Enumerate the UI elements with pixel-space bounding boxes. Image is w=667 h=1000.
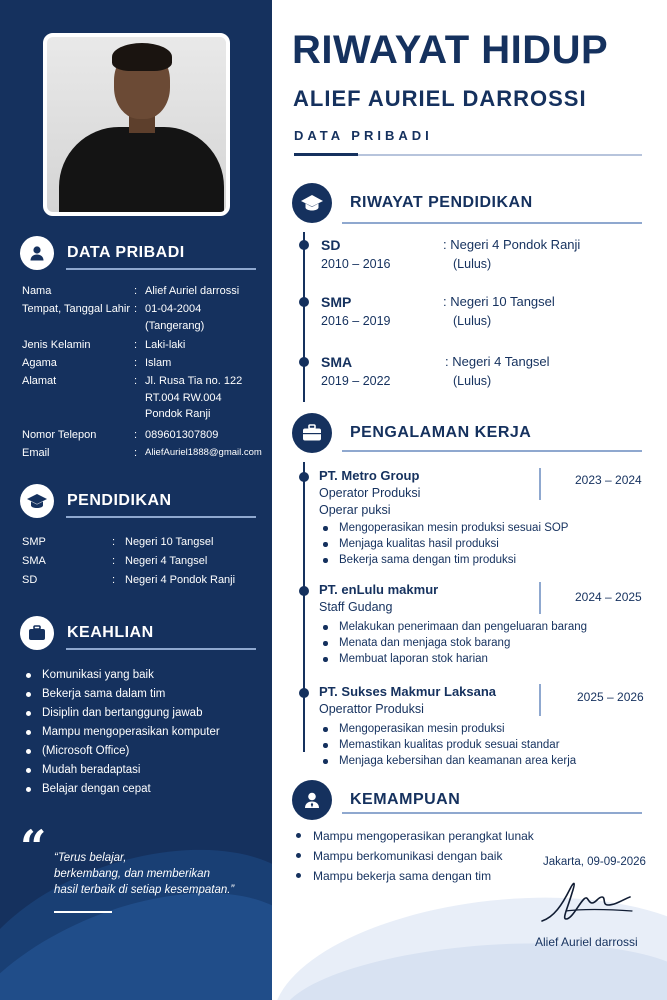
list-item: Bekerja sama dalam tim	[26, 685, 256, 704]
signature-date: Jakarta, 09-09-2026	[543, 856, 646, 868]
timeline-dot	[299, 357, 309, 367]
timeline-dot	[299, 240, 309, 250]
briefcase-icon	[20, 616, 54, 650]
timeline-line	[303, 462, 305, 752]
timeline-dot	[299, 586, 309, 596]
list-item: Bekerja sama dengan tim produksi	[323, 552, 568, 568]
user-icon	[20, 236, 54, 270]
signer-name: Alief Auriel darrossi	[535, 935, 638, 949]
user-badge-icon	[292, 780, 332, 820]
divider	[66, 268, 256, 270]
section-heading-pendidikan	[20, 484, 172, 518]
quote-mark-icon: “	[20, 820, 47, 874]
graduation-cap-icon	[292, 183, 332, 223]
list-item: Melakukan penerimaan dan pengeluaran barang	[323, 619, 587, 635]
divider	[342, 222, 642, 224]
section-title: PENDIDIKAN	[67, 492, 172, 509]
section-heading-pengalaman-kerja	[292, 413, 531, 453]
signature-icon	[536, 875, 636, 930]
page-subtitle: DATA PRIBADI	[294, 128, 433, 143]
divider	[342, 812, 642, 814]
list-item: Mudah beradaptasi	[26, 761, 256, 780]
briefcase-icon	[292, 413, 332, 453]
list-item: Menata dan menjaga stok barang	[323, 635, 587, 651]
list-item: Disiplin dan bertanggung jawab	[26, 704, 256, 723]
profile-photo	[43, 33, 230, 216]
list-item: Mampu mengoperasikan komputer	[26, 723, 256, 742]
list-item: Mampu berkomunikasi dengan baik	[296, 846, 534, 866]
list-item: Mampu bekerja sama dengan tim	[296, 866, 534, 886]
section-title: KEAHLIAN	[67, 624, 154, 641]
list-item-continuation: (Microsoft Office)	[26, 742, 256, 761]
quote-text: “Terus belajar, berkembang, dan memberikan hasil terbaik di setiap kesempatan.”	[54, 852, 235, 896]
person-name: ALIEF AURIEL DARROSSI	[293, 86, 587, 111]
list-item: Mampu mengoperasikan perangkat lunak	[296, 826, 534, 846]
section-heading-riwayat-pendidikan	[292, 183, 533, 223]
section-title: PENGALAMAN KERJA	[350, 424, 532, 441]
list-item: Mengoperasikan mesin produksi sesuai SOP	[323, 520, 568, 536]
divider	[66, 648, 256, 650]
divider	[66, 516, 256, 518]
abilities-list	[296, 826, 534, 886]
timeline-dot	[299, 297, 309, 307]
skills-list	[26, 666, 256, 799]
sidebar: DATA PRIBADI Nama : Alief Auriel darrossi Tempat, Tanggal Lahir : 01-04-2004 (Tangerang) Jenis Kelamin : Laki-laki Agama : Islam Alamat : Jl. Rusa Tia no. 122 RT.004 RW.004 Pondok Ranji Nomor Telepon : 089601307809 Email : AliefAuriel1888@gmail.com PENDIDIKAN SMP : Negeri 10 Tangsel SMA : Negeri 4 Tangsel SD : Negeri 4 Pondok Ranji KEAHLIAN Komunikasi yang baik Bekerja sama dalam tim Disiplin dan bertanggung jawab Mampu mengoperasikan komputer (Microsoft Office) Mudah beradaptasi Belajar dengan cepat “ “Terus belajar, berkembang, dan memberikan hasil terbaik di setiap kesempatan.”	[0, 0, 272, 1000]
list-item: Memastikan kualitas produk sesuai standar	[323, 737, 576, 753]
section-heading-kemampuan	[292, 780, 460, 820]
divider	[342, 450, 642, 452]
graduation-cap-icon	[20, 484, 54, 518]
list-item: Mengoperasikan mesin produksi	[323, 721, 576, 737]
section-heading-data-pribadi	[20, 236, 185, 270]
timeline-line	[303, 232, 305, 402]
section-title: KEMAMPUAN	[350, 791, 461, 808]
section-title: RIWAYAT PENDIDIKAN	[350, 194, 533, 211]
list-item: Komunikasi yang baik	[26, 666, 256, 685]
page-title: RIWAYAT HIDUP	[292, 28, 609, 72]
list-item: Menjaga kebersihan dan keamanan area kerja	[323, 753, 576, 769]
list-item: Menjaga kualitas hasil produksi	[323, 536, 568, 552]
timeline-dot	[299, 688, 309, 698]
divider	[54, 911, 112, 913]
list-item: Belajar dengan cepat	[26, 780, 256, 799]
section-heading-keahlian	[20, 616, 154, 650]
section-title: DATA PRIBADI	[67, 244, 185, 261]
list-item: Membuat laporan stok harian	[323, 651, 587, 667]
divider-accent	[294, 153, 358, 156]
timeline-dot	[299, 472, 309, 482]
